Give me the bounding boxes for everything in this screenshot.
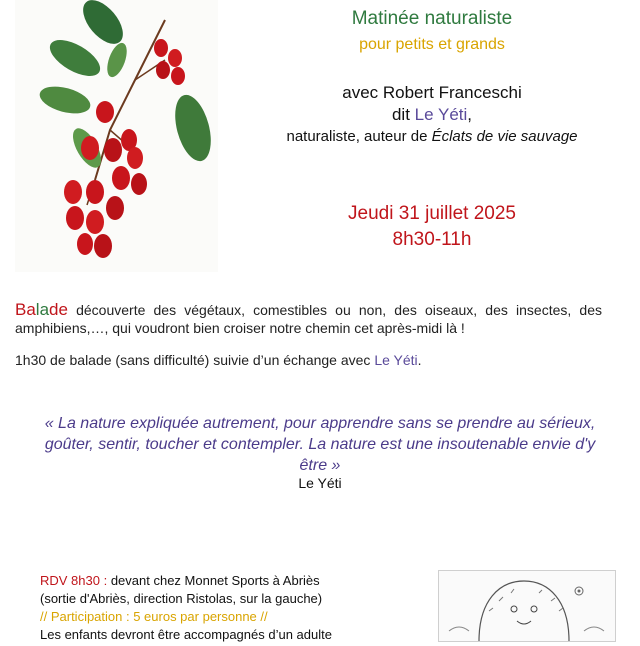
practical-info: [40, 572, 440, 644]
rdv-text: devant chez Monnet Sports à Abriès: [107, 573, 320, 588]
duration-name: Le Yéti: [374, 352, 418, 368]
yeti-sketch-drawing: [439, 571, 615, 641]
description-body: découverte des végétaux, comestibles ou non, des oiseaux, des insectes, des amphibiens,…, qui voudront bien croiser notre chemin cet après-midi là !: [15, 302, 602, 336]
rdv-detail: (sortie d'Abriès, direction Ristolas, sur la gauche): [40, 591, 323, 606]
quote-text: « La nature expliquée autrement, pour apprendre sans se prendre au sérieux, goûter, sentir, toucher et contempler. La nature est une insoutenable envie d'y être »: [44, 415, 596, 474]
event-title: Matinée naturaliste: [351, 8, 513, 29]
guide-line: avec Robert Franceschi: [342, 83, 522, 102]
balade-word-ba: Ba: [15, 300, 36, 319]
nickname-line: [232, 105, 632, 125]
balade-word-la: la: [35, 300, 50, 319]
dit-text: dit: [391, 105, 410, 124]
rdv-label: RDV 8h30 :: [40, 573, 108, 588]
quote-author: Le Yéti: [298, 475, 342, 491]
event-date: Jeudi 31 juillet 2025: [348, 203, 516, 224]
profession-line: [232, 128, 632, 145]
event-time: 8h30-11h: [392, 229, 472, 250]
description-paragraph: [15, 301, 602, 337]
children-note: Les enfants devront être accompagnés d’un adulte: [40, 627, 332, 642]
yeti-sketch: [438, 570, 616, 642]
balade-word-de: de: [49, 300, 68, 319]
duration-end: .: [417, 352, 422, 368]
book-title: Éclats de vie sauvage: [431, 128, 578, 145]
berries-illustration: [15, 0, 218, 272]
profession: naturaliste, auteur de: [286, 128, 432, 145]
berry-branch-drawing: [15, 0, 218, 272]
participation: // Participation : 5 euros par personne //: [40, 609, 268, 624]
rdv-line: [40, 572, 440, 590]
duration-line: [15, 352, 422, 368]
duration-text: 1h30 de balade (sans difficulté) suivie d’un échange avec: [15, 352, 375, 368]
nickname-comma: ,: [467, 105, 473, 124]
nickname: Le Yéti: [414, 105, 468, 124]
event-subtitle: pour petits et grands: [359, 36, 505, 53]
